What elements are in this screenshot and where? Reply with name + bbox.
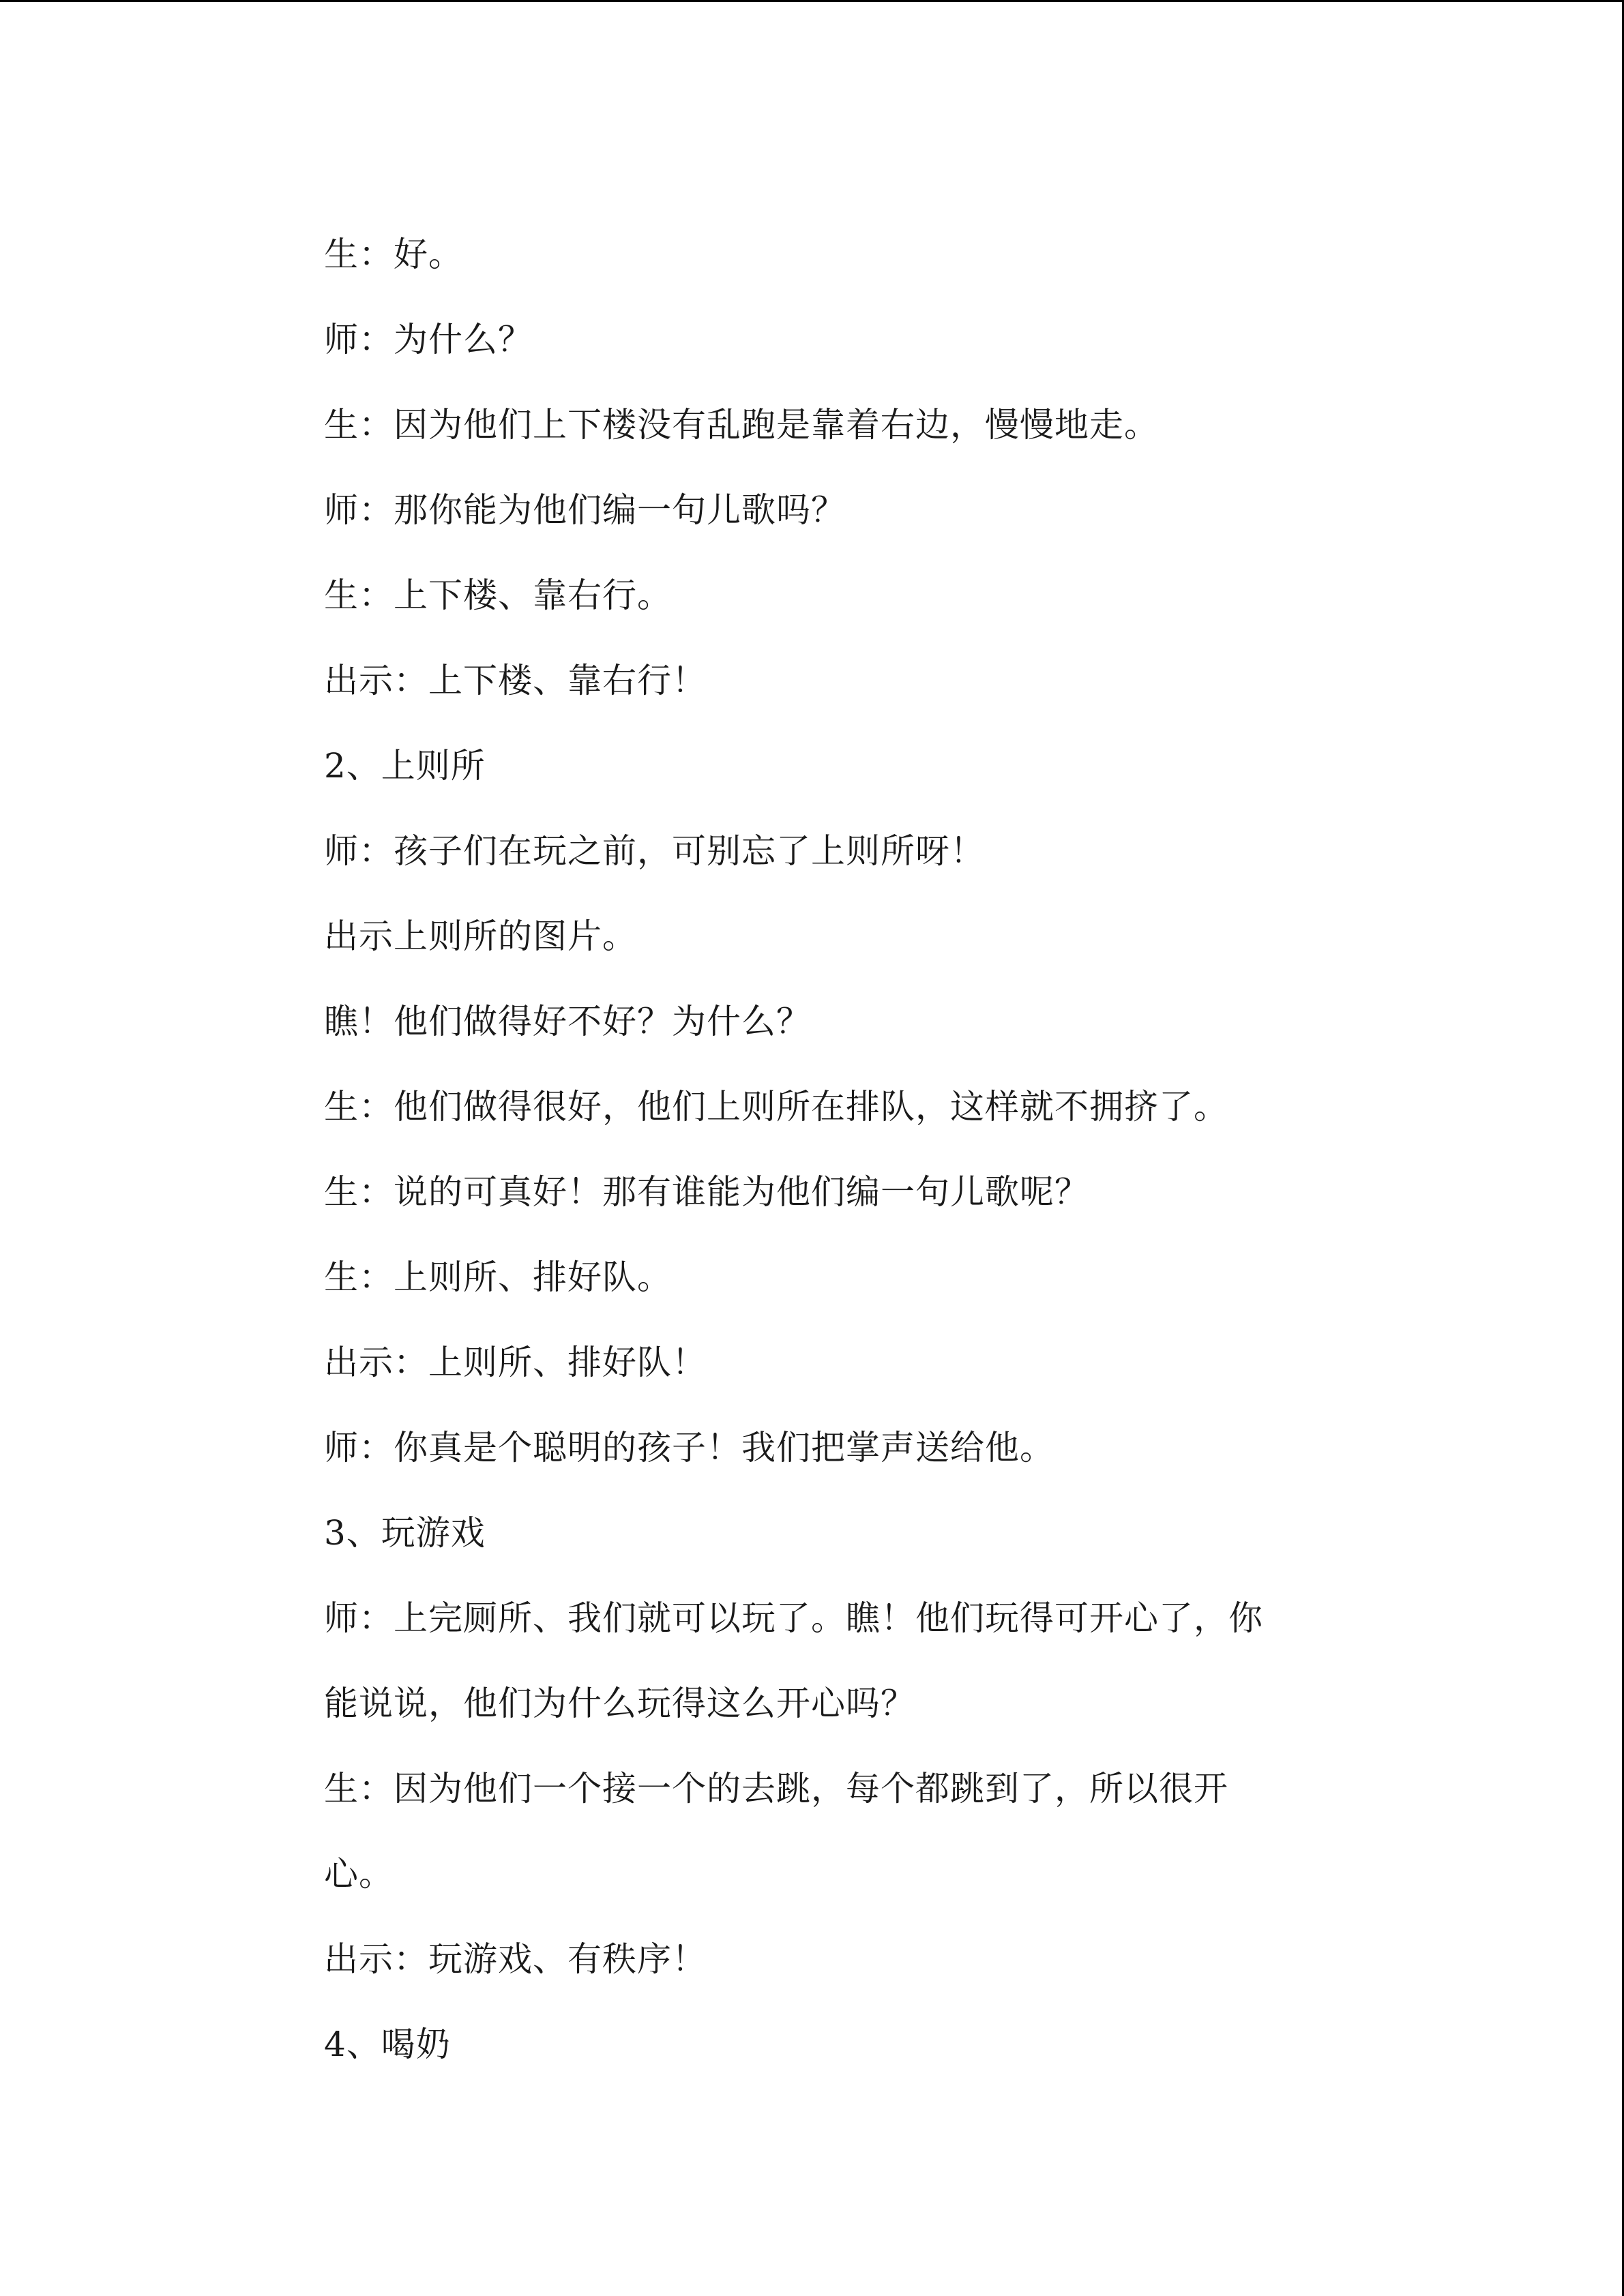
text-line: 生：因为他们上下楼没有乱跑是靠着右边，慢慢地走。 — [324, 405, 1159, 445]
section-heading: 3、玩游戏 — [324, 1513, 486, 1553]
text-line: 生：上则所、排好队。 — [324, 1257, 672, 1297]
text-line: 生：他们做得很好，他们上则所在排队，这样就不拥挤了。 — [324, 1087, 1228, 1127]
text-line: 出示：上则所、排好队！ — [324, 1343, 707, 1382]
text-line: 出示：玩游戏、有秩序！ — [324, 1939, 707, 1979]
text-line: 师：为什么？ — [324, 320, 533, 359]
text-line: 生：说的可真好！那有谁能为他们编一句儿歌呢？ — [324, 1172, 1089, 1212]
section-heading: 2、上则所 — [324, 746, 486, 786]
document-body — [324, 212, 1374, 2087]
text-line: 出示：上下楼、靠右行！ — [324, 661, 707, 700]
text-line: 心。 — [324, 1854, 394, 1894]
text-line: 能说说，他们为什么玩得这么开心吗？ — [324, 1684, 915, 1723]
text-line: 出示上则所的图片。 — [324, 916, 637, 956]
section-heading: 4、喝奶 — [324, 2025, 451, 2064]
text-line: 师：你真是个聪明的孩子！我们把掌声送给他。 — [324, 1428, 1054, 1467]
text-line: 师：上完厕所、我们就可以玩了。瞧！他们玩得可开心了，你 — [324, 1598, 1263, 1638]
text-line: 师：那你能为他们编一句儿歌吗？ — [324, 490, 846, 530]
text-line: 师：孩子们在玩之前，可别忘了上则所呀！ — [324, 831, 985, 871]
text-line: 瞧！他们做得好不好？为什么？ — [324, 1002, 811, 1041]
text-line: 生：上下楼、靠右行。 — [324, 576, 672, 615]
text-line: 生：好。 — [324, 235, 463, 274]
text-line: 生：因为他们一个接一个的去跳，每个都跳到了，所以很开 — [324, 1769, 1228, 1808]
